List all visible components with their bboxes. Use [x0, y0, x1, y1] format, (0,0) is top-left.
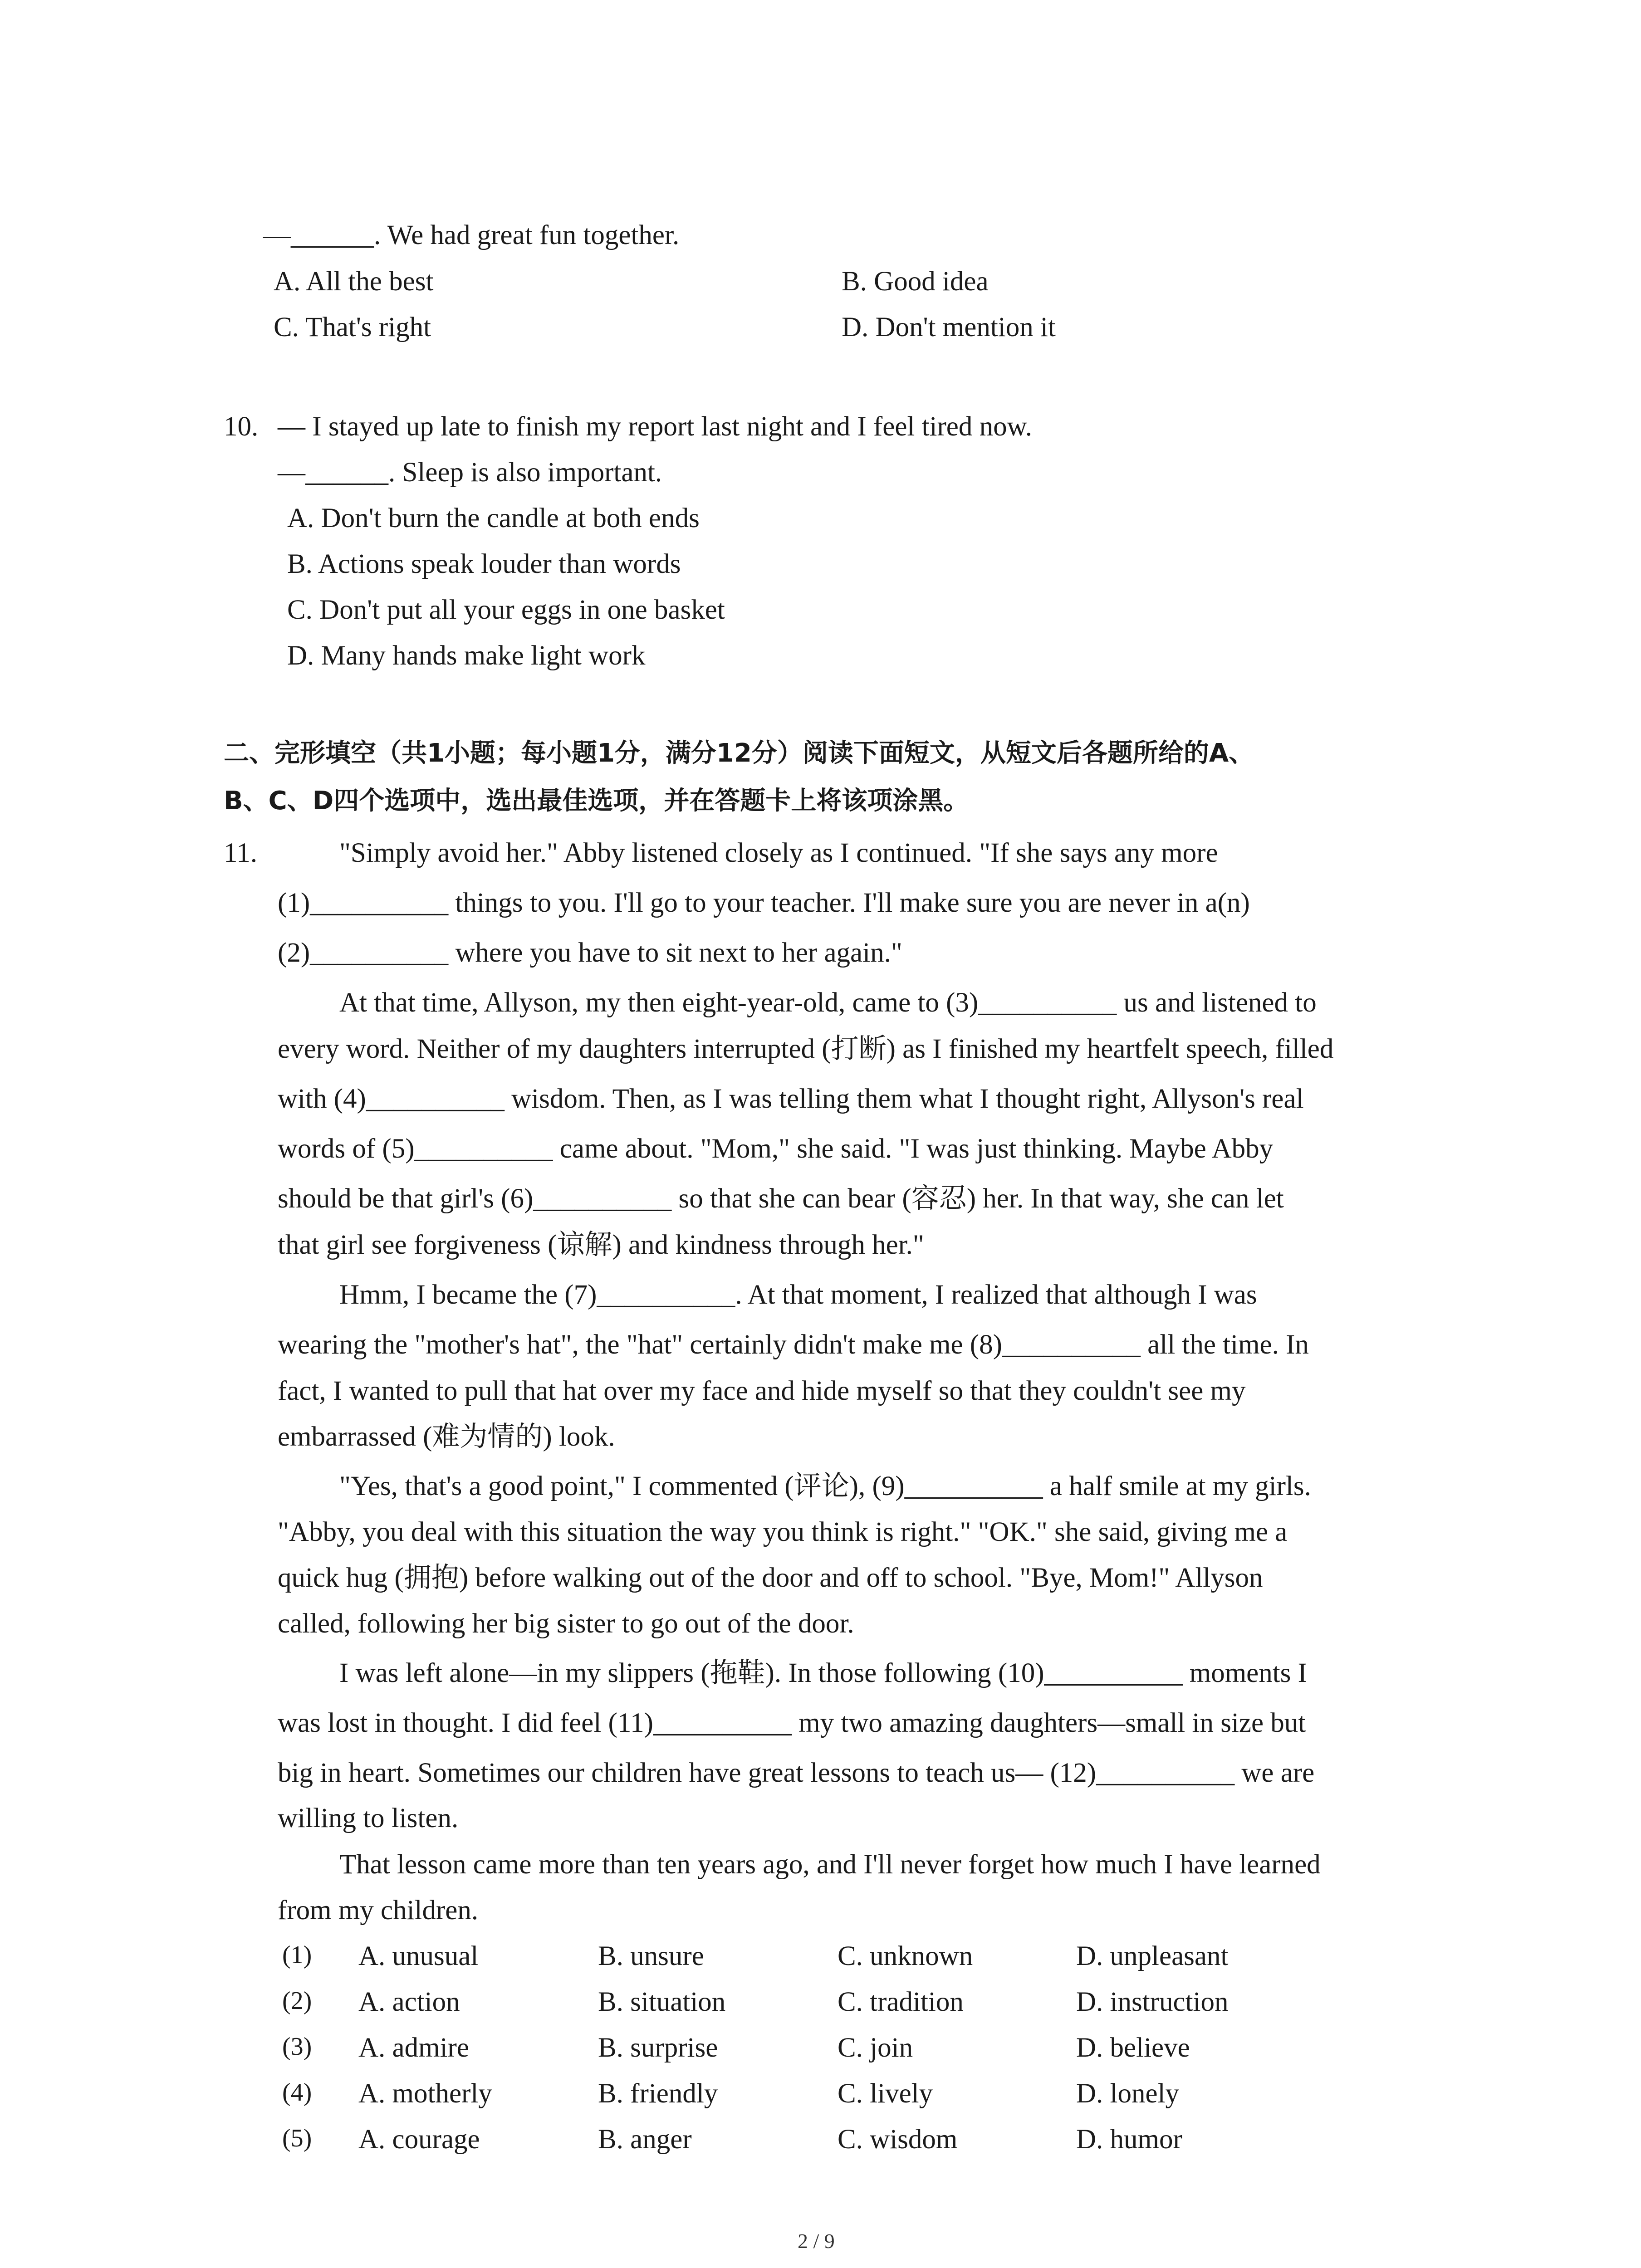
choice-option-c: C. lively [838, 2078, 933, 2109]
passage-line: I was left alone—in my slippers (拖鞋). In those following (10)__________ moments I [339, 1658, 1307, 1688]
choice-number: (1) [282, 1941, 312, 1969]
passage-line: called, following her big sister to go out of the door. [278, 1608, 854, 1639]
choice-number: (2) [282, 1987, 312, 2015]
passage-line: That lesson came more than ten years ago, and I'll never forget how much I have learned [339, 1849, 1321, 1880]
passage-line: big in heart. Sometimes our children have great lessons to teach us— (12)__________ we are [278, 1758, 1315, 1788]
passage-line: wearing the "mother's hat", the "hat" certainly didn't make me (8)__________ all the time. In [278, 1330, 1309, 1360]
passage-line: quick hug (拥抱) before walking out of the door and off to school. "Bye, Mom!" Allyson [278, 1563, 1263, 1593]
passage-line: every word. Neither of my daughters interrupted (打断) as I finished my heartfelt speech, filled [278, 1034, 1334, 1064]
passage-line: should be that girl's (6)__________ so that she can bear (容忍) her. In that way, she can let [278, 1183, 1284, 1214]
q9-option-a: A. All the best [274, 266, 434, 297]
passage-line: Hmm, I became the (7)__________. At that moment, I realized that although I was [339, 1280, 1257, 1310]
passage-line: with (4)__________ wisdom. Then, as I was telling them what I thought right, Allyson's real [278, 1084, 1304, 1114]
choice-number: (3) [282, 2033, 312, 2061]
q10-option-d: D. Many hands make light work [287, 640, 646, 671]
choice-option-c: C. wisdom [838, 2124, 958, 2155]
q10-option-b: B. Actions speak louder than words [287, 549, 681, 579]
passage-line: from my children. [278, 1895, 479, 1926]
q10-option-a: A. Don't burn the candle at both ends [287, 503, 700, 533]
choice-option-d: D. unpleasant [1076, 1941, 1229, 1971]
choice-option-b: B. anger [598, 2124, 692, 2155]
passage-line: (1)__________ things to you. I'll go to your teacher. I'll make sure you are never in a(n) [278, 888, 1250, 918]
passage-line: (2)__________ where you have to sit next to her again." [278, 938, 902, 968]
section-heading-line-2: B、C、D四个选项中，选出最佳选项，并在答题卡上将该项涂黑。 [224, 786, 969, 816]
choice-option-d: D. lonely [1076, 2078, 1180, 2109]
choice-option-a: A. unusual [358, 1941, 479, 1971]
passage-line: that girl see forgiveness (谅解) and kindness through her." [278, 1230, 924, 1260]
section-heading-line-1: 二、完形填空（共1小题；每小题1分，满分12分）阅读下面短文，从短文后各题所给的A、 [224, 738, 1254, 768]
choice-option-a: A. motherly [358, 2078, 492, 2109]
choice-number: (4) [282, 2078, 312, 2107]
q11-number: 11. [224, 838, 257, 868]
choice-option-a: A. action [358, 1987, 460, 2017]
choice-option-b: B. unsure [598, 1941, 704, 1971]
choice-option-d: D. humor [1076, 2124, 1182, 2155]
q9-answer-line: —______. We had great fun together. [263, 220, 680, 250]
q10-answer-line: —______. Sleep is also important. [278, 457, 662, 488]
choice-option-b: B. surprise [598, 2033, 718, 2063]
passage-line: willing to listen. [278, 1803, 459, 1833]
choice-option-d: D. believe [1076, 2033, 1190, 2063]
choice-option-c: C. join [838, 2033, 913, 2063]
q10-number: 10. [224, 411, 259, 442]
passage-line: embarrassed (难为情的) look. [278, 1422, 615, 1452]
choice-option-b: B. friendly [598, 2078, 718, 2109]
q9-option-d: D. Don't mention it [842, 312, 1056, 342]
passage-line: was lost in thought. I did feel (11)__________ my two amazing daughters—small in size but [278, 1708, 1306, 1738]
choice-option-b: B. situation [598, 1987, 726, 2017]
passage-line: words of (5)__________ came about. "Mom," she said. "I was just thinking. Maybe Abby [278, 1134, 1274, 1164]
q9-option-c: C. That's right [274, 312, 431, 342]
choice-option-c: C. tradition [838, 1987, 964, 2017]
q10-question: — I stayed up late to finish my report last night and I feel tired now. [278, 411, 1032, 442]
passage-line: At that time, Allyson, my then eight-year-old, came to (3)__________ us and listened to [339, 987, 1317, 1018]
passage-line: "Simply avoid her." Abby listened closely as I continued. "If she says any more [339, 838, 1218, 868]
passage-line: "Abby, you deal with this situation the way you think is right." "OK." she said, giving me a [278, 1517, 1288, 1547]
choice-option-c: C. unknown [838, 1941, 973, 1971]
page-number: 2 / 9 [798, 2229, 835, 2253]
choice-option-a: A. courage [358, 2124, 480, 2155]
q10-option-c: C. Don't put all your eggs in one basket [287, 595, 725, 625]
choice-option-a: A. admire [358, 2033, 469, 2063]
passage-line: "Yes, that's a good point," I commented (评论), (9)__________ a half smile at my girls. [339, 1471, 1311, 1501]
choice-option-d: D. instruction [1076, 1987, 1229, 2017]
q9-option-b: B. Good idea [842, 266, 989, 297]
passage-line: fact, I wanted to pull that hat over my face and hide myself so that they couldn't see my [278, 1376, 1246, 1406]
choice-number: (5) [282, 2124, 312, 2152]
